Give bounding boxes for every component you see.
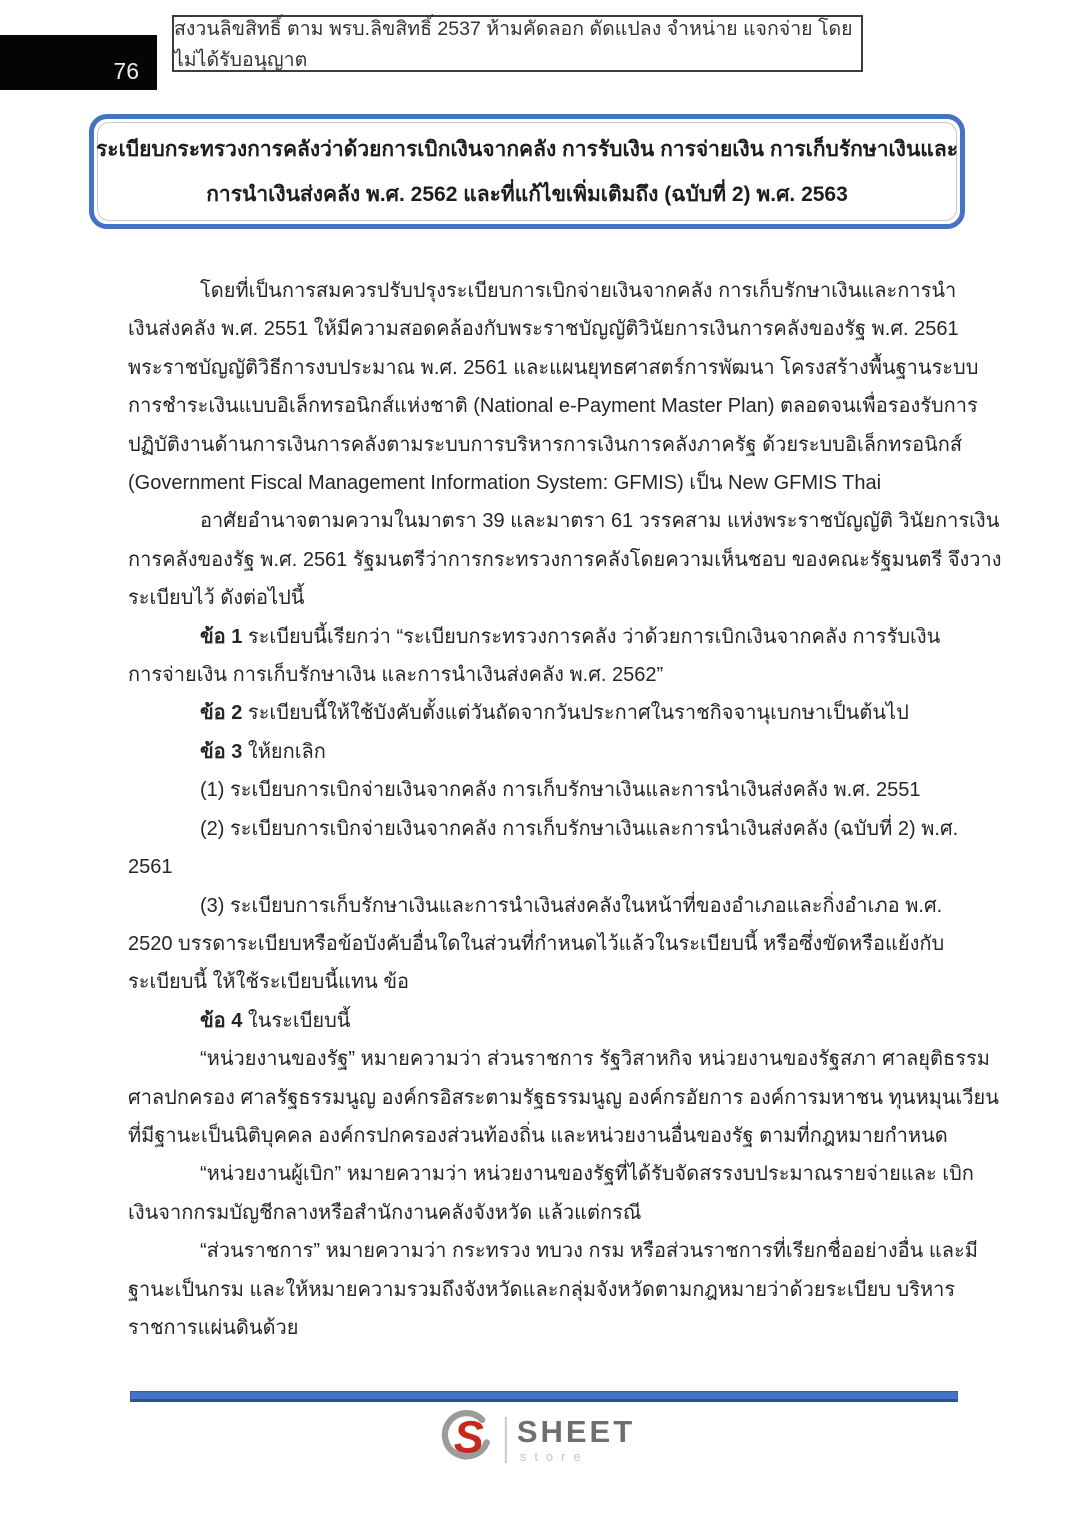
document-title bbox=[97, 122, 957, 221]
body-line: (Government Fiscal Management Information System: GFMIS) เป็น New GFMIS Thai bbox=[128, 472, 882, 495]
body-line: อาศัยอำนาจตามความในมาตรา 39 และมาตรา 61 วรรคสาม แห่งพระราชบัญญัติ วินัยการเงิน bbox=[200, 510, 1000, 533]
body-line: การจ่ายเงิน การเก็บรักษาเงิน และการนำเงินส่งคลัง พ.ศ. 2562” bbox=[128, 664, 664, 687]
body-line: เงินจากกรมบัญชีกลางหรือสำนักงานคลังจังหวัด แล้วแต่กรณี bbox=[128, 1201, 642, 1224]
copyright-notice-box bbox=[172, 15, 863, 72]
body-line: ศาลปกครอง ศาลรัฐธรรมนูญ องค์กรอิสระตามรัฐธรรมนูญ องค์กรอัยการ องค์การมหาชน ทุนหมุนเวียน bbox=[128, 1086, 999, 1109]
document-title-line2: การนำเงินส่งคลัง พ.ศ. 2562 และที่แก้ไขเพิ่มเติมถึง (ฉบับที่ 2) พ.ศ. 2563 bbox=[206, 182, 848, 206]
body-line: 2561 bbox=[128, 856, 173, 879]
body-line: “หน่วยงานผู้เบิก” หมายความว่า หน่วยงานของรัฐที่ได้รับจัดสรรงบประมาณรายจ่ายและ เบิก bbox=[200, 1163, 974, 1186]
body-line: ข้อ 2 ระเบียบนี้ให้ใช้บังคับตั้งแต่วันถัดจากวันประกาศในราชกิจจานุเบกษาเป็นต้นไป bbox=[200, 702, 909, 725]
body-line: ข้อ 3 ให้ยกเลิก bbox=[200, 740, 326, 763]
body-line: “หน่วยงานของรัฐ” หมายความว่า ส่วนราชการ รัฐวิสาหกิจ หน่วยงานของรัฐสภา ศาลยุติธรรม bbox=[200, 1048, 990, 1071]
page-number: 76 bbox=[113, 58, 139, 84]
body-line: การคลังของรัฐ พ.ศ. 2561 รัฐมนตรีว่าการกระทรวงการคลังโดยความเห็นชอบ ของคณะรัฐมนตรี จึงวาง bbox=[128, 548, 1002, 571]
body-line: ข้อ 4 ในระเบียบนี้ bbox=[200, 1009, 351, 1032]
logo-subtitle: store bbox=[519, 1449, 589, 1464]
body-line: (1) ระเบียบการเบิกจ่ายเงินจากคลัง การเก็บรักษาเงินและการนำเงินส่งคลัง พ.ศ. 2551 bbox=[200, 779, 921, 802]
sheet-store-logo-icon bbox=[441, 1410, 495, 1469]
body-line: ที่มีฐานะเป็นนิติบุคคล องค์กรปกครองส่วนท้องถิ่น และหน่วยงานอื่นของรัฐ ตามที่กฎหมายกำหนด bbox=[128, 1124, 948, 1147]
body-line: ระเบียบนี้ ให้ใช้ระเบียบนี้แทน ข้อ bbox=[128, 971, 410, 994]
sheet-store-logo bbox=[441, 1410, 635, 1469]
body-line: การชำระเงินแบบอิเล็กทรอนิกส์แห่งชาติ (National e-Payment Master Plan) ตลอดจนเพื่อรองรับการ bbox=[128, 395, 978, 418]
body-line: ฐานะเป็นกรม และให้หมายความรวมถึงจังหวัดและกลุ่มจังหวัดตามกฎหมายว่าด้วยระเบียบ บริหาร bbox=[128, 1278, 956, 1301]
logo-wordmark bbox=[517, 1416, 635, 1463]
clause-number: ข้อ 4 bbox=[200, 1009, 243, 1032]
copyright-notice: สงวนลิขสิทธิ์ ตาม พรบ.ลิขสิทธิ์ 2537 ห้ามคัดลอก ดัดแปลง จำหน่าย แจกจ่าย โดยไม่ได้รับอนุญาต bbox=[174, 17, 853, 71]
body-line: (3) ระเบียบการเก็บรักษาเงินและการนำเงินส่งคลังในหน้าที่ของอำเภอและกิ่งอำเภอ พ.ศ. bbox=[200, 894, 943, 917]
clause-number: ข้อ 1 bbox=[200, 625, 243, 648]
document-body bbox=[128, 272, 1002, 1347]
body-line: ข้อ 1 ระเบียบนี้เรียกว่า “ระเบียบกระทรวงการคลัง ว่าด้วยการเบิกเงินจากคลัง การรับเงิน bbox=[200, 625, 941, 648]
clause-number: ข้อ 2 bbox=[200, 702, 243, 725]
body-line: ปฏิบัติงานด้านการเงินการคลังตามระบบการบริหารการเงินการคลังภาครัฐ ด้วยระบบอิเล็กทรอนิกส์ bbox=[128, 433, 963, 456]
svg-text:S: S bbox=[453, 1411, 484, 1463]
logo-name: SHEET bbox=[516, 1414, 636, 1449]
body-line: “ส่วนราชการ” หมายความว่า กระทรวง ทบวง กรม หรือส่วนราชการที่เรียกชื่ออย่างอื่น และมี bbox=[200, 1240, 978, 1263]
body-line: ราชการแผ่นดินด้วย bbox=[128, 1316, 299, 1339]
body-line: เงินส่งคลัง พ.ศ. 2551 ให้มีความสอดคล้องกับพระราชบัญญัติวินัยการเงินการคลังของรัฐ พ.ศ. 2561 bbox=[128, 318, 959, 341]
body-line: (2) ระเบียบการเบิกจ่ายเงินจากคลัง การเก็บรักษาเงินและการนำเงินส่งคลัง (ฉบับที่ 2) พ.ศ. bbox=[200, 817, 959, 840]
body-line: โดยที่เป็นการสมควรปรับปรุงระเบียบการเบิกจ่ายเงินจากคลัง การเก็บรักษาเงินและการนำ bbox=[200, 280, 957, 302]
body-line: ระเบียบไว้ ดังต่อไปนี้ bbox=[128, 587, 305, 610]
document-title-box bbox=[89, 114, 965, 229]
page-number-box bbox=[0, 35, 157, 90]
body-line: พระราชบัญญัติวิธีการงบประมาณ พ.ศ. 2561 และแผนยุทธศาสตร์การพัฒนา โครงสร้างพื้นฐานระบบ bbox=[128, 356, 979, 379]
document-title-line1: ระเบียบกระทรวงการคลังว่าด้วยการเบิกเงินจากคลัง การรับเงิน การจ่ายเงิน การเก็บรักษาเงินและ bbox=[96, 137, 958, 161]
body-line: 2520 บรรดาระเบียบหรือข้อบังคับอื่นใดในส่วนที่กำหนดไว้แล้วในระเบียบนี้ หรือซึ่งขัดหรือแย้งกับ bbox=[128, 932, 945, 955]
logo-divider bbox=[505, 1417, 507, 1463]
footer-divider bbox=[130, 1391, 958, 1402]
clause-number: ข้อ 3 bbox=[200, 740, 243, 763]
